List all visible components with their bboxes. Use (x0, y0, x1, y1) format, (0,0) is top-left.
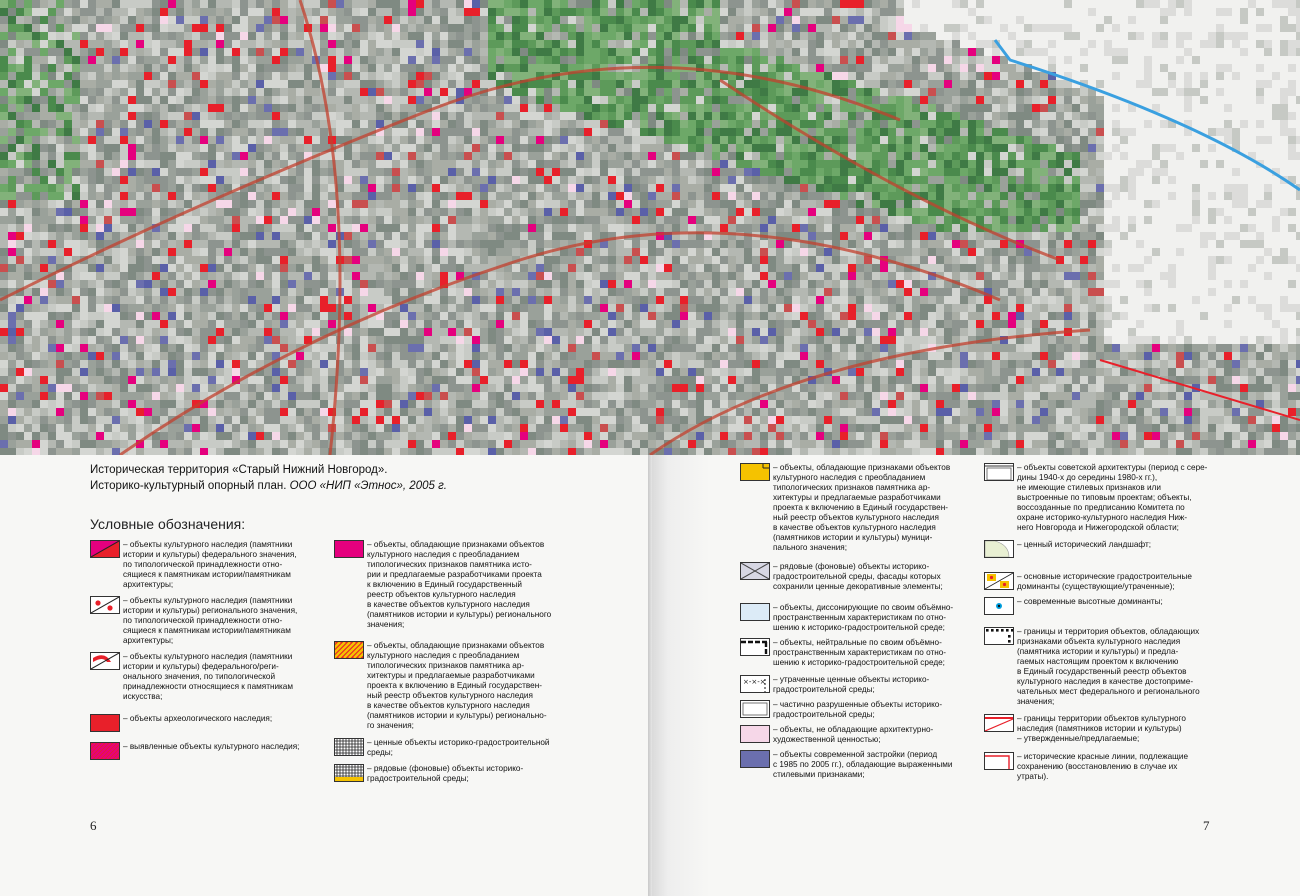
legend-swatch-landscape (984, 540, 1014, 558)
legend-label: – ценные объекты историко-градостроительной среды; (367, 738, 550, 757)
legend-item-r4 (740, 638, 1003, 668)
legend-label: – объекты советской архитектуры (период с сере- дины 1940-х до середины 1980-х гг.), не имеющие стилевых признаков или выстроенные по типовым проектам; объекты, воссозданные по предписанию Комитета по охране историко-культурного наследия Ниж- него Новгорода и Нижегородской области; (1017, 463, 1208, 532)
legend-swatch-dots-red (90, 596, 120, 614)
legend-label: – ценный исторический ландшафт; (1017, 540, 1152, 549)
page-number-right: 7 (1203, 818, 1210, 833)
legend-label: – современные высотные доминанты; (1017, 597, 1163, 606)
legend-label: – границы территории объектов культурного наследия (памятников истории и культуры) – утвержденные/предлагаемые; (1017, 714, 1186, 743)
legend-swatch-red-lines (984, 752, 1014, 770)
book-fold (648, 455, 652, 896)
legend-item-r1 (740, 463, 1003, 553)
legend-label: – объекты, не обладающие архитектурно- художественной ценностью; (773, 725, 934, 744)
legend-item-r5 (740, 675, 1003, 695)
legend-label: – объекты, обладающие признаками объектов культурного наследия с преобладанием типологических признаков памятника ар- хитектуры и предлагаемые разработчиками проекта к включению в Единый государствен- ный реестр объектов культурного наследия в качестве объектов культурного наследия (памятников истории и культуры) регионально- го значения; (367, 641, 547, 730)
legend-swatch-solid-magenta (334, 540, 364, 558)
legend-item-r2 (740, 562, 1003, 592)
legend-swatch-solid-red (90, 714, 120, 732)
legend-item-l2 (90, 596, 333, 646)
legend-swatch-solid-navy (740, 750, 770, 768)
page-number-left: 6 (90, 818, 97, 833)
legend-swatch-hatch-red-magenta (90, 742, 120, 760)
legend-label: – объекты культурного наследия (памятники истории и культуры) регионального значения, по типологической принадлежности отно- сящиеся к памятникам истории/памятникам архитектуры; (123, 596, 298, 645)
legend-label: – рядовые (фоновые) объекты историко- градостроительной среды; (367, 764, 524, 783)
legend-swatch-xline-black (740, 675, 770, 693)
legend-item-l9 (334, 764, 597, 784)
legend-label: – объекты археологического наследия; (123, 714, 273, 723)
legend-label: – частично разрушенные объекты историко- градостроительной среды; (773, 700, 943, 719)
legend-item-l6 (334, 540, 597, 630)
legend-item-l1 (90, 540, 333, 590)
legend-item-l5 (90, 742, 333, 760)
legend-item-l7 (334, 641, 597, 731)
legend-swatch-solid-lightblue (740, 603, 770, 621)
legend-title: Условные обозначения: (90, 516, 246, 532)
legend-swatch-boundary-red (984, 714, 1014, 732)
legend-swatch-grid-black (334, 738, 364, 756)
legend-item-r9 (984, 463, 1237, 533)
legend-label: – объекты, нейтральные по своим объёмно- пространственным характеристикам по отно- шению к историко-градостроительной среде; (773, 638, 946, 667)
caption-line-1: Историческая территория «Старый Нижний Новгород». (90, 464, 388, 476)
legend-swatch-stripe-red-yellow (334, 641, 364, 659)
legend-label: – границы и территория объектов, обладающих признаками объекта культурного наследия (памятника истории и культуры) и предла- гаемых настоящим проектом к включению в Единый государственный реестр объектов культурного наследия в качестве достоприме- чательных мест федерального и регионального значения; (1017, 627, 1200, 706)
legend-swatch-arc-red (90, 652, 120, 670)
legend-label: – объекты культурного наследия (памятники истории и культуры) федерального значения, по типологической принадлежности отно- сящиеся к памятникам истории/памятникам архитектуры; (123, 540, 297, 589)
legend-label: – объекты, обладающие признаками объектов культурного наследия с преобладанием типологических признаков памятника исто- рии и предлагаемые разработчиками проекта к включению в Единый государственный реестр объектов культурного наследия в качестве объектов культурного наследия (памятников истории и культуры) регионального значения; (367, 540, 552, 629)
legend-label: – объекты современной застройки (период с 1985 по 2005 гг.), обладающие выраженными стилевыми признаками; (773, 750, 953, 779)
legend-swatch-dash-black (740, 638, 770, 656)
legend-item-r6 (740, 700, 1003, 720)
legend-label: – утраченные ценные объекты историко- градостроительной среды; (773, 675, 930, 694)
legend-swatch-double-outline-top (984, 463, 1014, 481)
legend-item-l3 (90, 652, 333, 702)
legend-item-r8 (740, 750, 1003, 780)
legend-swatch-dots-border (984, 627, 1014, 645)
legend-label: – объекты, обладающие признаками объектов культурного наследия с преобладанием типологических признаков памятника ар- хитектуры и предлагаемые разработчиками проекта к включению в Единый государствен- ный реестр объектов культурного наследия в качестве объектов культурного наследия (памятников истории и культуры) муници- пального значения; (773, 463, 951, 552)
legend-label: – исторические красные линии, подлежащие сохранению (восстановлению в случае их утраты). (1017, 752, 1189, 781)
legend-label: – объекты культурного наследия (памятники истории и культуры) федерального/реги- онального значения, по типологической принадлежности относящиеся к памятникам искусства; (123, 652, 293, 701)
legend-item-r15 (984, 752, 1237, 782)
legend-label: – объекты, диссонирующие по своим объёмно- пространственным характеристикам по отно- шению к историко-градостроительной среде; (773, 603, 954, 632)
caption-author: ООО «НИП «Этнос», 2005 г. (289, 480, 447, 492)
legend-item-r3 (740, 603, 1003, 633)
legend-item-r13 (984, 627, 1237, 707)
legend-swatch-double-outline (740, 700, 770, 718)
legend-swatch-solid-pink (740, 725, 770, 743)
legend-item-r11 (984, 572, 1237, 592)
legend-label: – основные исторические градостроительные доминанты (существующие/утраченные); (1017, 572, 1192, 591)
legend-swatch-cross-grey (740, 562, 770, 580)
caption-line-2 (90, 478, 447, 494)
legend-item-l4 (90, 714, 333, 732)
legend-item-r12 (984, 597, 1237, 615)
legend-label: – выявленные объекты культурного наследия; (123, 742, 300, 751)
legend-swatch-solid-yellow (740, 463, 770, 481)
legend-item-l8 (334, 738, 597, 758)
legend-swatch-split-red-magenta (90, 540, 120, 558)
legend-swatch-dominants (984, 572, 1014, 590)
legend-item-r10 (984, 540, 1237, 558)
legend-item-r14 (984, 714, 1237, 744)
legend-label: – рядовые (фоновые) объекты историко- градостроительной среды, фасады которых сохранили ценные декоративные элементы; (773, 562, 943, 591)
legend-item-r7 (740, 725, 1003, 745)
map-caption (90, 462, 447, 494)
legend-swatch-modern-dominant (984, 597, 1014, 615)
legend-swatch-grid-orange (334, 764, 364, 782)
caption-plain: Историко-культурный опорный план. (90, 480, 290, 492)
